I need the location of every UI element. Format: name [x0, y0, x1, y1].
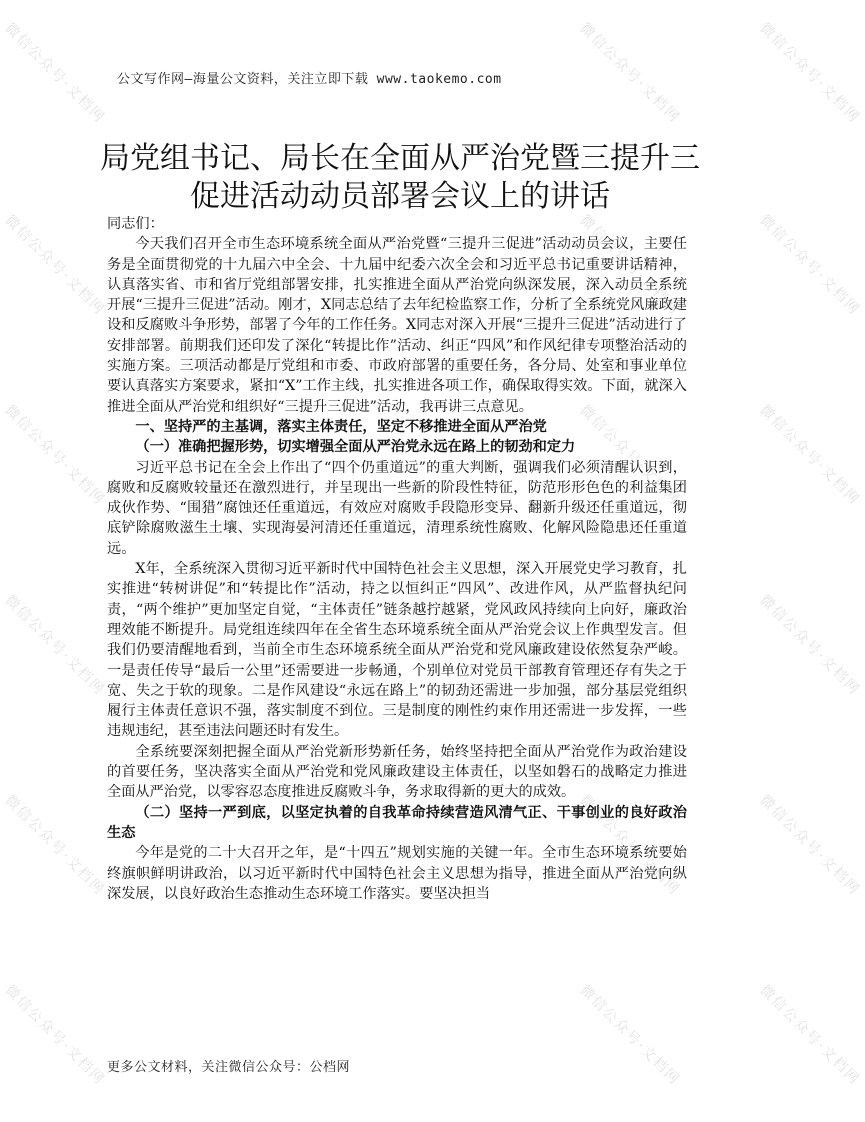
salutation: 同志们： — [107, 216, 164, 232]
watermark-text: 微信公众号·文档网 — [1, 212, 108, 319]
watermark-text: 微信公众号·文档网 — [576, 982, 683, 1089]
watermark-text: 微信公众号·文档网 — [1, 402, 108, 509]
watermark-text: 微信公众号·文档网 — [756, 20, 863, 127]
watermark-text: 微信公众号·文档网 — [1, 20, 108, 127]
page-footer: 更多公文材料，关注微信公众号：公档网 — [107, 1060, 351, 1075]
watermark-text: 微信公众号·文档网 — [756, 402, 863, 509]
watermark-text: 微信公众号·文档网 — [756, 592, 863, 699]
watermark-text: 微信公众号·文档网 — [576, 212, 683, 319]
document-body — [107, 214, 687, 904]
paragraph: 习近平总书记在全会上作出了“四个仍重道远”的重大判断，强调我们必须清醒认识到，腐败和反腐败较量还在激烈进行，并呈现出一些新的阶段性特征，防范形形色色的利益集团成伙作势、“围猎”腐蚀还任重道远，有效应对腐败手段隐形变异、翻新升级还任重道远，彻底铲除腐败滋生土壤、实现海晏河清还任重道远，清理系统性腐败、化解风险隐患还任重道远。 — [107, 459, 687, 557]
subsection-heading: （二）坚持一严到底，以坚定执着的自我革命持续营造风清气正、干事创业的良好政治生态 — [107, 804, 687, 841]
page-header: 公文写作网—海量公文资料，关注立即下载 www.taokemo.com — [117, 72, 502, 87]
watermark-text: 微信公众号·文档网 — [756, 212, 863, 319]
watermark-text: 微信公众号·文档网 — [576, 792, 683, 899]
watermark-text: 微信公众号·文档网 — [1, 592, 108, 699]
watermark-text: 微信公众号·文档网 — [576, 20, 683, 127]
document-title: 局党组书记、局长在全面从严治党暨三提升三促进活动动员部署会议上的讲话 — [100, 141, 700, 214]
subsection-heading: （一）准确把握形势，切实增强全面从严治党永远在路上的韧劲和定力 — [135, 439, 576, 456]
paragraph: 今年是党的二十大召开之年，是“十四五”规划实施的关键一年。全市生态环境系统要始终旗帜鲜明讲政治，以习近平新时代中国特色社会主义思想为指导，推进全面从严治党向纵深发展，以良好政治生态推动生态环境工作落实。要坚决担当 — [107, 845, 687, 902]
section-heading: 一、坚持严的主基调，落实主体责任，坚定不移推进全面从严治党 — [135, 418, 547, 435]
paragraph: 全系统要深刻把握全面从严治党新形势新任务，始终坚持把全面从严治党作为政治建设的首要任务，坚决落实全面从严治党和党风廉政建设主体责任，以坚如磐石的战略定力推进全面从严治党，以零容忍态度推进反腐败斗争，务求取得新的更大的成效。 — [107, 743, 687, 801]
paragraph: X年，全系统深入贯彻习近平新时代中国特色社会主义思想，深入开展党史学习教育，扎实推进“转树讲促”和“转提比作”活动，持之以恒纠正“四风”、改进作风，从严监督执纪问责，“两个维护”更加坚定自觉，“主体责任”链条越拧越紧，党风政风持续向上向好，廉政治理效能不断提升。局党组连续四年在全省生态环境系统全面从严治党会议上作典型发言。但我们仍要清醒地看到，当前全市生态环境系统全面从严治党和党风廉政建设依然复杂严峻。一是责任传导“最后一公里”还需要进一步畅通，个别单位对党员干部教育管理还存有失之于宽、失之于软的现象。二是作风建设“永远在路上”的韧劲还需进一步加强，部分基层党组织履行主体责任意识不强，落实制度不到位。三是制度的刚性约束作用还需进一步发挥，一些违规违纪，甚至违法问题还时有发生。 — [107, 561, 687, 740]
watermark-text: 微信公众号·文档网 — [1, 792, 108, 899]
watermark-text: 微信公众号·文档网 — [756, 982, 863, 1089]
watermark-text: 微信公众号·文档网 — [756, 792, 863, 899]
watermark-text: 微信公众号·文档网 — [576, 402, 683, 509]
watermark-text: 微信公众号·文档网 — [576, 592, 683, 699]
watermark-text: 微信公众号·文档网 — [1, 982, 108, 1089]
paragraph: 今天我们召开全市生态环境系统全面从严治党暨“三提升三促进”活动动员会议，主要任务是全面贯彻党的十九届六中全会、十九届中纪委六次全会和习近平总书记重要讲话精神，认真落实省、市和省厅党组部署安排，扎实推进全面从严治党向纵深发展，深入动员全系统开展“三提升三促进”活动。刚才，X同志总结了去年纪检监察工作，分析了全系统党风廉政建设和反腐败斗争形势，部署了今年的工作任务。X同志对深入开展“三提升三促进”活动进行了安排部署。前期我们还印发了深化“转提比作”活动、纠正“四风”和作风纪律专项整治活动的实施方案。三项活动都是厅党组和市委、市政府部署的重要任务，各分局、处室和事业单位要认真落实方案要求，紧扣“X”工作主线，扎实推进各项工作，确保取得实效。下面，就深入推进全面从严治党和组织好“三提升三促进”活动，我再讲三点意见。 — [107, 236, 687, 415]
